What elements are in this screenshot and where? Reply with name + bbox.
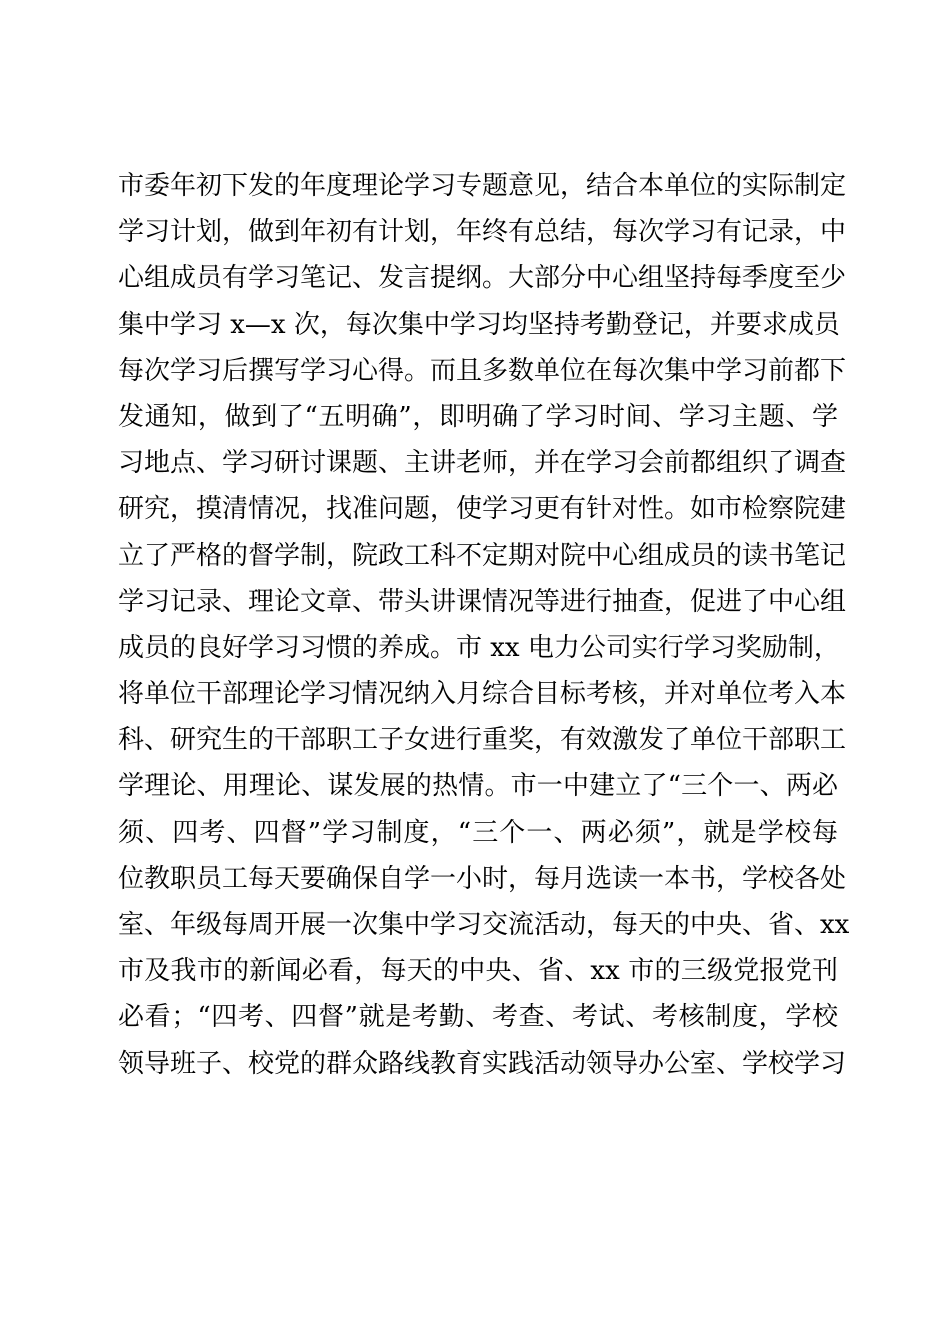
text-line: 学习记录、理论文章、带头讲课情况等进行抽查，促进了中心组 [118,586,847,617]
text-line: 学理论、用理论、谋发展的热情。市一中建立了“三个一、两必 [118,771,838,802]
text-line: 集中学习 x—x 次，每次集中学习均坚持考勤登记，并要求成员 [118,309,840,340]
text-line: 市委年初下发的年度理论学习专题意见，结合本单位的实际制定 [118,171,847,201]
text-line: 科、研究生的干部职工子女进行重奖，有效激发了单位干部职工 [118,725,847,756]
text-line: 成员的良好学习习惯的养成。市 xx 电力公司实行学习奖励制， [118,632,840,663]
text-line: 心组成员有学习笔记、发言提纲。大部分中心组坚持每季度至少 [118,263,847,294]
text-line: 学习计划，做到年初有计划，年终有总结，每次学习有记录，中 [118,217,847,248]
text-line: 习地点、学习研讨课题、主讲老师，并在学习会前都组织了调查 [118,448,847,479]
text-line: 研究，摸清情况，找准问题，使学习更有针对性。如市检察院建 [118,494,847,525]
text-line: 市及我市的新闻必看，每天的中央、省、xx 市的三级党报党刊 [118,956,838,987]
text-line: 将单位干部理论学习情况纳入月综合目标考核，并对单位考入本 [118,679,847,710]
text-line: 室、年级每周开展一次集中学习交流活动，每天的中央、省、xx [118,910,850,940]
text-line: 位教职员工每天要确保自学一小时，每月选读一本书，学校各处 [118,863,847,894]
text-line: 发通知，做到了“五明确”，即明确了学习时间、学习主题、学 [118,401,838,432]
text-line: 须、四考、四督”学习制度，“三个一、两必须”，就是学校每 [118,817,838,848]
text-line: 立了严格的督学制，院政工科不定期对院中心组成员的读书笔记 [118,540,847,571]
text-line: 领导班子、校党的群众路线教育实践活动领导办公室、学校学习 [118,1048,847,1079]
text-line: 必看；“四考、四督”就是考勤、考查、考试、考核制度，学校 [118,1002,838,1033]
body-text [118,163,850,1087]
text-line: 每次学习后撰写学习心得。而且多数单位在每次集中学习前都下 [118,355,847,386]
